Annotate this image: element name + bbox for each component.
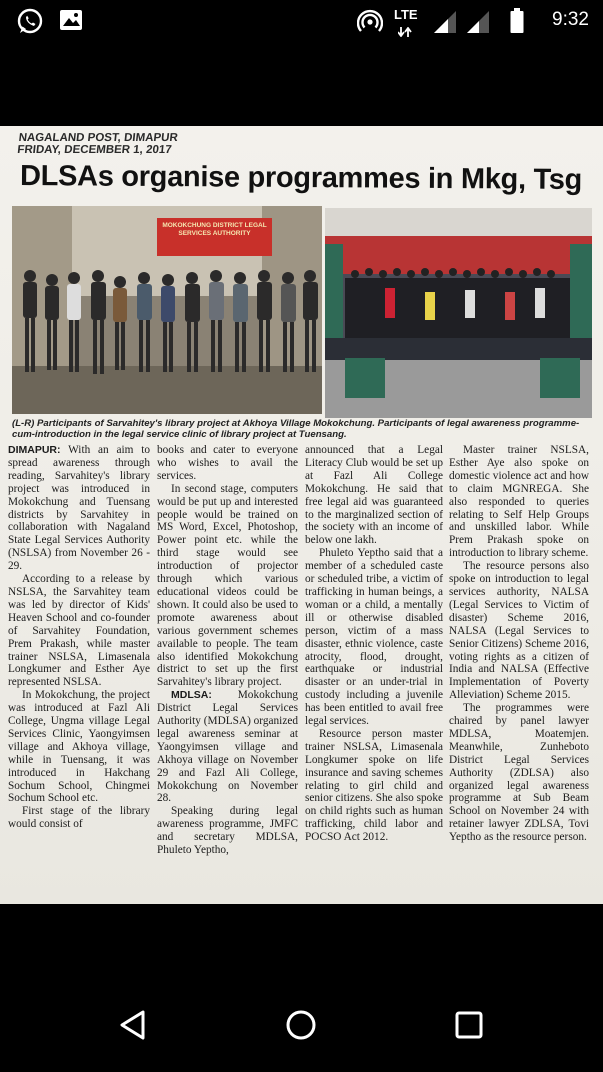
- navigation-bar: [0, 990, 603, 1072]
- recents-button[interactable]: [452, 1008, 486, 1046]
- signal-icon: [466, 10, 490, 38]
- paragraph: Resource person master trainer NSLSA, Limasenala Longkumer spoke on life insurance and saving schemes relating to girl child and senior citizens. She also spoke on child rights such as human trafficking, child labor and POCSO Act 2012.: [305, 727, 443, 844]
- clock: 9:32: [552, 9, 589, 30]
- dateline: DIMAPUR:: [8, 444, 61, 456]
- home-button[interactable]: [284, 1008, 318, 1046]
- network-type-label: LTE: [394, 7, 418, 22]
- back-button[interactable]: [116, 1008, 150, 1046]
- masthead-paper-name: NAGALAND POST, DIMAPUR: [18, 132, 179, 144]
- paragraph: Mokokchung District Legal Services Authority (MDLSA) organized legal awareness seminar at Yaongyimsen village and Akhoya village on November 29 and Fazl Ali College, Mokokchung on November 28.: [157, 689, 298, 805]
- headline: DLSAs organise programmes in Mkg, Tsg: [19, 160, 583, 196]
- gallery-icon[interactable]: [59, 8, 83, 36]
- banner-text: MOKOKCHUNG DISTRICT LEGAL SERVICES AUTHORITY: [162, 222, 267, 237]
- article-column-2: [157, 444, 298, 857]
- paragraph: The programmes were chaired by panel lawyer MDLSA, Moatemjen. Meanwhile, Zunheboto District Legal Services Authority (ZDLSA) also organized legal awareness programme at Sub Beam School on November 24 with retainer lawyer ZDLSA, Tovi Yeptho as the resource person.: [449, 702, 589, 844]
- article-column-4: [449, 444, 589, 844]
- paragraph: In second stage, computers would be put up and interested people would be trained on MS Word, Excel, Photoshop, Power point etc. while the third stage would see introduction of projector through which various educational videos could be shown. It could also be used to promote awareness about various government schemes available to people. The team also identified Mokokchung district to set up the first Sarvahitey's library project.: [157, 482, 298, 689]
- signal-icon: [398, 22, 412, 41]
- status-bar: [0, 0, 603, 42]
- paragraph: announced that a Legal Literacy Club would be set up at Fazl Ali College Mokokchung. He said that free legal aid was guaranteed to the marginalized section of the society with an income of below one lakh.: [305, 444, 443, 547]
- paragraph: In Mokokchung, the project was introduced at Fazl Ali College, Ungma village Legal Services Clinic, Yaongyimsen village and Akhoya village, while in Tuensang, it was introduced in Hakchang Sochum School, Chingmei Sochum School etc.: [8, 689, 150, 805]
- signal-icon: [433, 10, 457, 38]
- photo-akhoya-village: [12, 206, 322, 414]
- photo-tuensang-clinic: [325, 208, 592, 418]
- paragraph: Phuleto Yeptho said that a member of a scheduled caste or scheduled tribe, a victim of trafficking in human beings, a woman or a child, a mentally ill or otherwise disabled person, victim of a mass disaster, ethnic violence, caste atrocity, flood, drought, earthquake or industrial disaster or an under-trial in custody including a juvenile has been entitled to avail free legal services.: [305, 547, 443, 728]
- paragraph: According to a release by NSLSA, the Sarvahitey team was led by director of Kids' Heaven School and co-founder of Sarvahitey Foundation, Prem Prakash, while master trainer NSLSA, Limasenala Longkumer and Esther Aye represented NSLSA.: [8, 573, 150, 689]
- section-lead: MDLSA:: [171, 689, 212, 702]
- paragraph: books and cater to everyone who wishes to avail the services.: [157, 444, 298, 482]
- paragraph: Speaking during legal awareness programme, JMFC and secretary MDLSA, Phuleto Yeptho,: [157, 805, 298, 857]
- battery-icon: [510, 8, 524, 38]
- paragraph: The resource persons also spoke on introduction to legal services authority, NALSA (Legal Services to Victim of disaster) Scheme 2016, NALSA (Legal Services to Senior Citizens) Scheme 2016, voting rights as a citizen of India and NALSA (Effective Implementation of Poverty Alleviation) Scheme 2015.: [449, 560, 589, 702]
- masthead-date: FRIDAY, DECEMBER 1, 2017: [16, 144, 173, 156]
- photo-caption: (L-R) Participants of Sarvahitey's library project at Akhoya Village Mokokchung. Participants of legal awareness programme-cum-introduction in the legal service clinic of library project at Tuensang.: [12, 418, 580, 440]
- masthead: [17, 132, 179, 156]
- paragraph: First stage of the library would consist of: [8, 805, 150, 831]
- paragraph: With an aim to spread awareness through reading, Sarvahitey's library project was introduced in Mokokchung and Tuensang districts by Sarvahitey in collaboration with Nagaland State Legal Services Authority (NSLSA) from November 26 - 29.: [8, 444, 150, 573]
- paragraph: Master trainer NSLSA, Esther Aye also spoke on domestic violence act and how to claim MGNREGA. She also responded to queries relating to Self Help Groups and unskilled labor. While Prem Prakash spoke on introduction to library scheme.: [449, 444, 589, 560]
- hotspot-icon: [357, 9, 383, 39]
- article-column-1: [8, 444, 150, 831]
- article-column-3: [305, 444, 443, 844]
- newspaper-clipping[interactable]: [0, 126, 603, 904]
- whatsapp-icon[interactable]: [16, 8, 44, 40]
